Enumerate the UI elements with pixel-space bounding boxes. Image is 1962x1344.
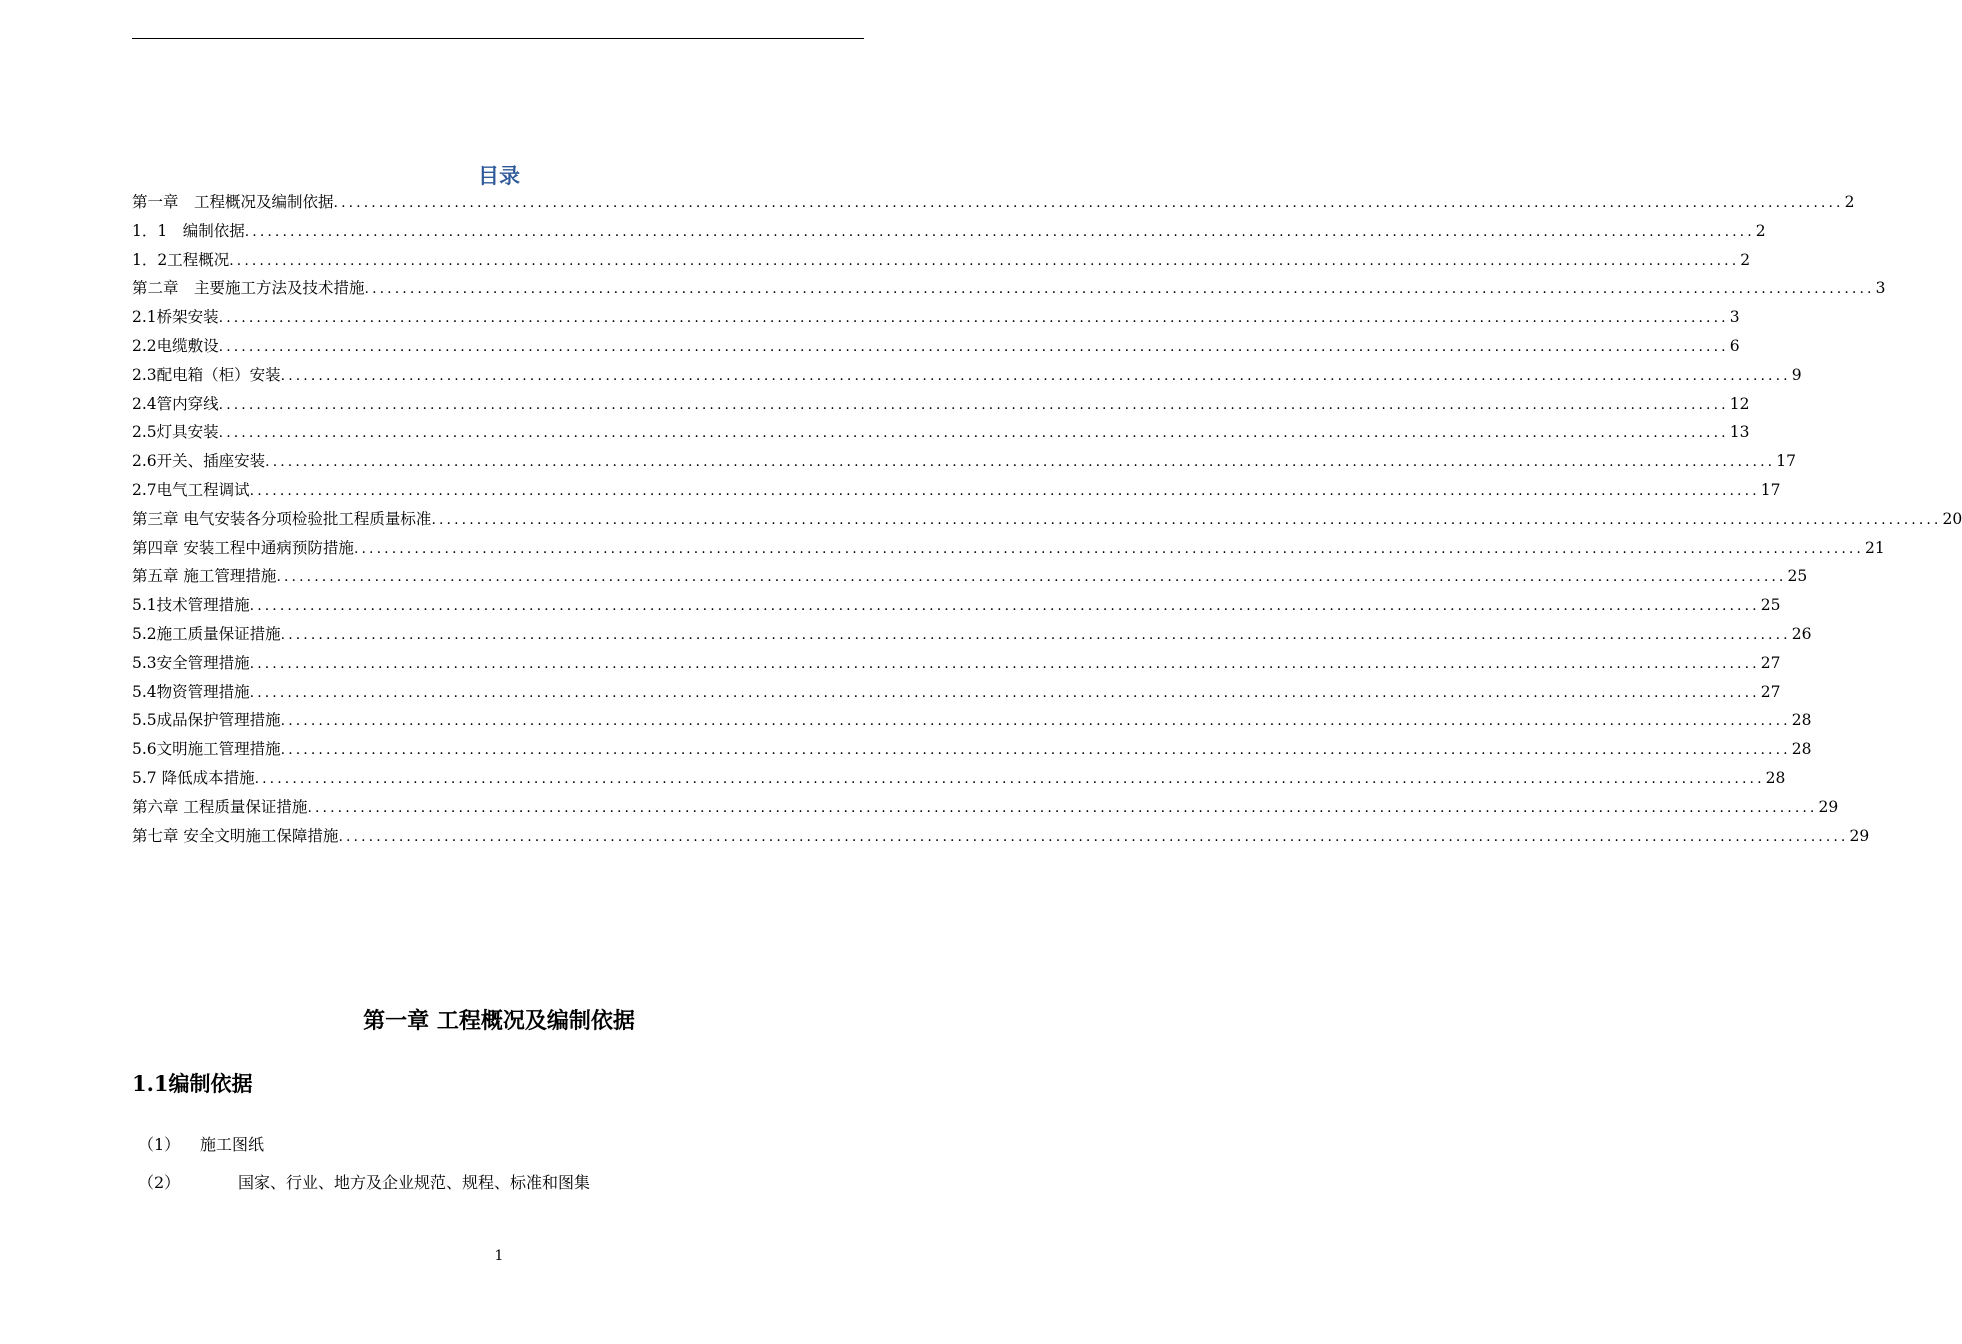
toc-entry-label: 2.3配电箱（柜）安装 <box>132 365 281 384</box>
toc-entry[interactable] <box>132 332 1740 361</box>
toc-entry-label: 2.2电缆敷设 <box>132 336 219 355</box>
toc-entry-page: 2 <box>1755 221 1766 240</box>
toc-entry[interactable] <box>132 361 1802 390</box>
toc-leader-dots: ........................................................................................................................................................................................................ <box>338 828 1849 845</box>
toc-entry-label: 第四章 安装工程中通病预防措施 <box>132 538 354 557</box>
page-number: 1 <box>494 1248 504 1264</box>
toc-entry-label: 5.3安全管理措施 <box>132 653 250 672</box>
toc-leader-dots: ........................................................................................................................................................................................................ <box>280 742 1791 759</box>
toc-leader-dots: ........................................................................................................................................................................................................ <box>280 367 1791 384</box>
toc-entry-page: 29 <box>1849 826 1870 845</box>
toc-entry[interactable] <box>132 678 1781 707</box>
toc-entry[interactable] <box>132 822 1870 851</box>
toc-entry-page: 2 <box>1844 193 1855 211</box>
toc-entry-label: 第七章 安全文明施工保障措施 <box>132 826 339 845</box>
toc-leader-dots: ........................................................................................................................................................................................................ <box>218 338 1729 355</box>
toc-leader-dots: ........................................................................................................................................................................................................ <box>307 799 1818 816</box>
toc-entry-label: 2.5灯具安装 <box>132 423 219 442</box>
toc-leader-dots: ........................................................................................................................................................................................................ <box>333 195 1844 211</box>
toc-entry-page: 25 <box>1787 567 1808 586</box>
toc-entry-label: 5.1技术管理措施 <box>132 596 250 615</box>
toc-entry-label: 5.7 降低成本措施 <box>132 768 255 787</box>
list-item-number: （2） <box>138 1173 181 1192</box>
toc-leader-dots: ........................................................................................................................................................................................................ <box>364 281 1875 298</box>
toc-entry-page: 27 <box>1760 653 1781 672</box>
toc-leader-dots: ........................................................................................................................................................................................................ <box>276 569 1787 586</box>
list-item <box>138 1170 590 1193</box>
toc-entry-page: 17 <box>1776 452 1796 471</box>
toc-entry-label: 第二章 主要施工方法及技术措施 <box>132 279 365 298</box>
toc-leader-dots: ........................................................................................................................................................................................................ <box>244 223 1755 240</box>
toc-entry[interactable] <box>132 562 1808 591</box>
toc-leader-dots: ........................................................................................................................................................................................................ <box>249 655 1760 672</box>
toc-entry[interactable] <box>132 620 1812 649</box>
toc-entry[interactable] <box>132 476 1781 505</box>
toc-entry[interactable] <box>132 390 1750 419</box>
toc-title: 目录 <box>478 164 520 188</box>
toc-leader-dots: ........................................................................................................................................................................................................ <box>218 310 1729 327</box>
toc-entry-page: 25 <box>1760 596 1781 615</box>
toc-leader-dots: ........................................................................................................................................................................................................ <box>249 684 1760 701</box>
list-item-number: （1） <box>138 1135 181 1154</box>
toc-entry[interactable] <box>132 591 1781 620</box>
chapter-title: 第一章 工程概况及编制依据 <box>363 1008 635 1034</box>
toc-entry-page: 20 <box>1942 509 1962 528</box>
toc-entry-page: 13 <box>1729 423 1750 442</box>
list-item-text: 施工图纸 <box>200 1135 265 1154</box>
toc-leader-dots: ........................................................................................................................................................................................................ <box>353 540 1864 557</box>
table-of-contents <box>132 188 1962 850</box>
toc-entry[interactable] <box>132 303 1740 332</box>
toc-entry-page: 9 <box>1791 365 1802 384</box>
toc-entry[interactable] <box>132 274 1886 303</box>
toc-entry-page: 29 <box>1818 797 1839 816</box>
toc-entry[interactable] <box>132 706 1812 735</box>
toc-leader-dots: ........................................................................................................................................................................................................ <box>431 511 1942 528</box>
toc-entry[interactable] <box>132 418 1750 447</box>
toc-entry-page: 28 <box>1765 768 1786 787</box>
toc-entry-label: 第三章 电气安装各分项检验批工程质量标准 <box>132 509 432 528</box>
toc-leader-dots: ........................................................................................................................................................................................................ <box>265 454 1776 471</box>
toc-entry-page: 28 <box>1791 711 1812 730</box>
toc-leader-dots: ........................................................................................................................................................................................................ <box>249 598 1760 615</box>
toc-entry[interactable] <box>132 505 1962 534</box>
toc-entry-label: 2.1桥架安装 <box>132 308 219 327</box>
section-title: 1.1编制依据 <box>132 1071 253 1096</box>
toc-entry[interactable] <box>132 764 1786 793</box>
toc-entry[interactable] <box>132 447 1796 476</box>
toc-entry-page: 3 <box>1729 308 1740 327</box>
toc-entry-label: 第五章 施工管理措施 <box>132 567 277 586</box>
toc-entry-label: 第一章 工程概况及编制依据 <box>132 193 334 211</box>
toc-entry-label: 1．1 编制依据 <box>132 221 245 240</box>
toc-entry-page: 28 <box>1791 740 1812 759</box>
toc-entry-page: 12 <box>1729 394 1750 413</box>
toc-entry-page: 6 <box>1729 336 1740 355</box>
toc-leader-dots: ........................................................................................................................................................................................................ <box>218 425 1729 442</box>
toc-entry-label: 2.7电气工程调试 <box>132 480 250 499</box>
toc-leader-dots: ........................................................................................................................................................................................................ <box>280 713 1791 730</box>
toc-entry-page: 26 <box>1791 624 1812 643</box>
toc-leader-dots: ........................................................................................................................................................................................................ <box>249 482 1760 499</box>
toc-entry[interactable] <box>132 246 1751 275</box>
toc-entry-page: 27 <box>1760 682 1781 701</box>
toc-leader-dots: ........................................................................................................................................................................................................ <box>280 626 1791 643</box>
toc-entry-label: 2.6开关、插座安装 <box>132 452 266 471</box>
toc-entry-label: 5.5成品保护管理措施 <box>132 711 281 730</box>
toc-entry-label: 5.4物资管理措施 <box>132 682 250 701</box>
toc-entry-page: 21 <box>1864 538 1885 557</box>
toc-entry[interactable] <box>132 735 1812 764</box>
toc-entry[interactable] <box>132 649 1781 678</box>
list-item <box>138 1132 264 1155</box>
toc-leader-dots: ........................................................................................................................................................................................................ <box>218 396 1729 413</box>
toc-entry-label: 5.6文明施工管理措施 <box>132 740 281 759</box>
header-rule <box>132 38 864 39</box>
toc-entry-page: 2 <box>1740 250 1751 269</box>
toc-entry[interactable] <box>132 534 1885 563</box>
toc-leader-dots: ........................................................................................................................................................................................................ <box>254 770 1765 787</box>
toc-entry-label: 5.2施工质量保证措施 <box>132 624 281 643</box>
toc-entry[interactable] <box>132 217 1766 246</box>
toc-entry-label: 1．2工程概况 <box>132 250 230 269</box>
toc-entry-page: 17 <box>1760 480 1781 499</box>
list-item-text: 国家、行业、地方及企业规范、规程、标准和图集 <box>238 1173 591 1192</box>
toc-entry[interactable] <box>132 793 1839 822</box>
toc-entry-label: 第六章 工程质量保证措施 <box>132 797 308 816</box>
toc-leader-dots: ........................................................................................................................................................................................................ <box>229 252 1740 269</box>
toc-entry[interactable] <box>132 188 1855 217</box>
toc-entry-page: 3 <box>1875 279 1886 298</box>
toc-entry-label: 2.4管内穿线 <box>132 394 219 413</box>
